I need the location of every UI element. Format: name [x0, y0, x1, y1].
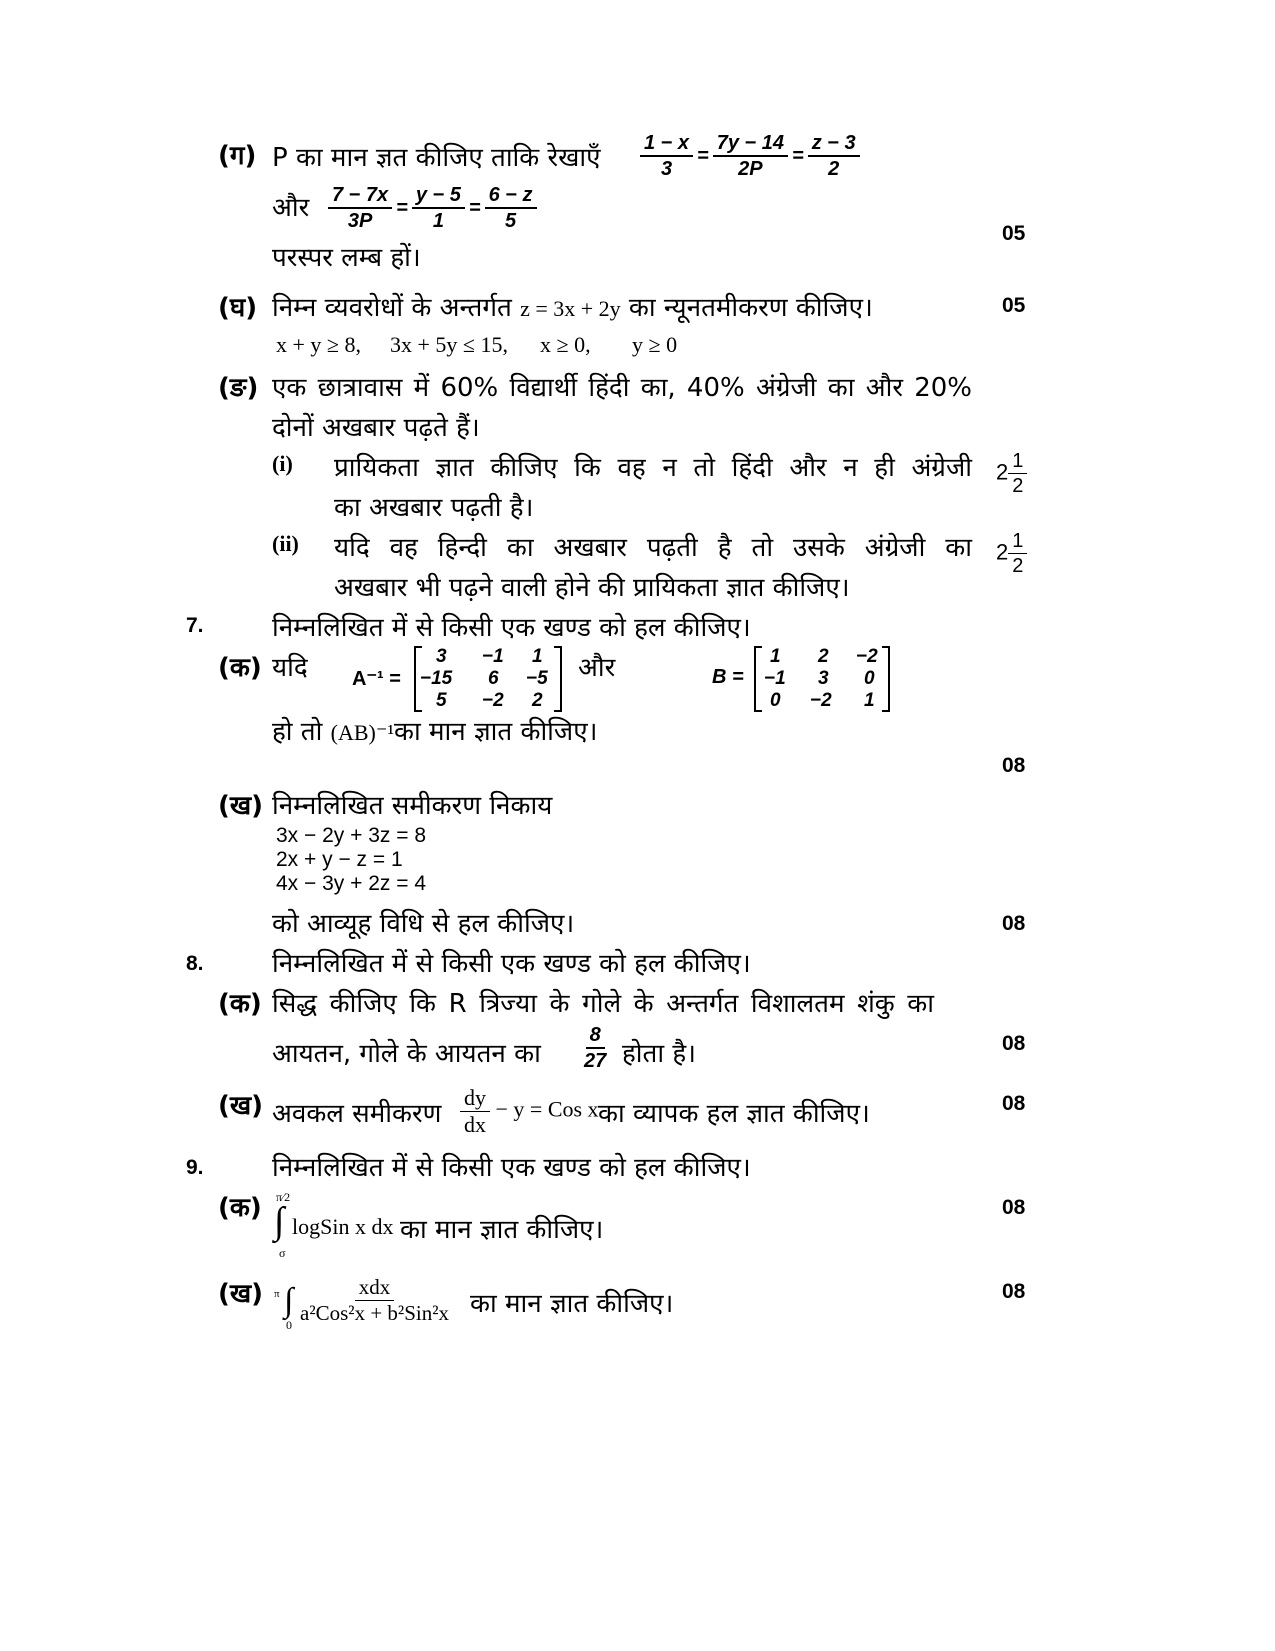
- part-label-kha: (ख): [218, 791, 264, 821]
- matrix-cell: 3: [436, 646, 447, 667]
- matrix-cell: −1: [764, 668, 786, 689]
- question-text: परस्पर लम्ब हों।: [272, 243, 421, 273]
- integral-lower-limit: 0: [286, 1318, 292, 1332]
- matrix-b: [754, 646, 890, 712]
- question-text: प्रायिकता ज्ञात कीजिए कि वह न तो हिंदी और न ही अंग्रेजी: [334, 453, 972, 483]
- question-text: हो तो (AB)⁻¹का मान ज्ञात कीजिए।: [272, 717, 598, 747]
- matrix-b-label: B =: [712, 666, 744, 688]
- question-text: दोनों अखबार पढ़ते हैं।: [272, 413, 480, 443]
- question-text: निम्न व्यवरोधों के अन्तर्गत z = 3x + 2y का न्यूनतमीकरण कीजिए।: [272, 293, 873, 323]
- question-text: एक छात्रावास में 60% विद्यार्थी हिंदी का, 40% अंग्रेजी का और 20%: [272, 373, 972, 403]
- marks: 08: [1002, 1280, 1026, 1303]
- part-label-ga: (ग): [218, 141, 257, 171]
- integral-upper-limit: π⁄2: [276, 1190, 291, 1204]
- part-label-ka: (क): [218, 1193, 262, 1223]
- instruction: निम्नलिखित में से किसी एक खण्ड को हल कीजिए।: [272, 613, 751, 643]
- integrand: logSin x dx: [292, 1214, 394, 1239]
- question-text: P का मान ज्ञत कीजिए ताकि रेखाएँ: [272, 143, 601, 173]
- matrix-cell: 2: [818, 646, 829, 667]
- marks: 08: [1002, 754, 1026, 777]
- fraction-8-27: $\frac{8}{27}$: [584, 1024, 607, 1072]
- marks-mixed: 2 $\frac{1}{2}$: [996, 450, 1027, 497]
- equation: 3x − 2y + 3z = 8: [276, 824, 427, 847]
- equation: 2x + y − z = 1: [276, 848, 403, 871]
- question-text: अखबार भी पढ़ने वाली होने की प्रायिकता ज्ञात कीजिए।: [334, 573, 850, 603]
- marks: 08: [1002, 1196, 1026, 1219]
- question-number: 9.: [186, 1156, 204, 1179]
- question-text: का व्यापक हल ज्ञात कीजिए।: [598, 1099, 870, 1129]
- constraint: y ≥ 0: [632, 332, 678, 357]
- matrix-cell: −2: [810, 690, 832, 711]
- question-text: का मान ज्ञात कीजिए।: [400, 1215, 604, 1245]
- part-label-gha: (घ): [218, 293, 258, 323]
- matrix-cell: 0: [864, 668, 875, 689]
- question-text: निम्नलिखित समीकरण निकाय: [272, 791, 553, 821]
- question-number: 8.: [186, 952, 204, 975]
- question-text: का अखबार पढ़ती है।: [334, 493, 534, 523]
- integral-sign: ∫: [274, 1200, 285, 1242]
- matrix-cell: −2: [482, 690, 504, 711]
- marks: 05: [1002, 294, 1026, 317]
- question-number: 7.: [186, 614, 204, 637]
- matrix-cell: −2: [856, 646, 878, 667]
- question-text: को आव्यूह विधि से हल कीजिए।: [272, 909, 575, 939]
- question-text: सिद्ध कीजिए कि R त्रिज्या के गोले के अन्तर्गत विशालतम शंकु का: [272, 989, 934, 1019]
- integral-upper-limit: π: [274, 1288, 280, 1300]
- question-text: अवकल समीकरण: [272, 1099, 442, 1129]
- equation-system: [276, 824, 426, 896]
- marks: 08: [1002, 912, 1026, 935]
- instruction: निम्नलिखित में से किसी एक खण्ड को हल कीजिए।: [272, 949, 751, 979]
- question-text: यदि वह हिन्दी का अखबार पढ़ती है तो उसके अंग्रेजी का: [334, 533, 972, 563]
- instruction: निम्नलिखित में से किसी एक खण्ड को हल कीजिए।: [272, 1153, 751, 1183]
- matrix-a-inverse-label: A⁻¹ =: [352, 668, 401, 690]
- integral-lower-limit: σ: [279, 1246, 286, 1260]
- sub-label: (ii): [272, 531, 299, 556]
- integrand-fraction: $\frac{\text{xdx}}{\text{a²Cos²x + b²Sin²x}}$: [300, 1275, 450, 1326]
- objective-function: z = 3x + 2y: [520, 296, 621, 321]
- matrix-cell: 1: [864, 690, 875, 711]
- matrix-cell: −15: [420, 668, 453, 689]
- part-label-kha: (ख): [218, 1091, 264, 1121]
- and-text: और: [272, 193, 310, 223]
- matrix-cell: 6: [488, 668, 499, 689]
- part-label-ka: (क): [218, 653, 262, 683]
- equation: 4x − 3y + 2z = 4: [276, 872, 427, 895]
- matrix-cell: 1: [770, 646, 781, 667]
- matrix-cell: −1: [482, 646, 504, 667]
- if-text: यदि: [272, 653, 308, 683]
- marks: 08: [1002, 1092, 1026, 1115]
- differential-equation: $\frac{dy}{dx}$ − y = Cos x: [460, 1086, 599, 1137]
- part-label-ka: (क): [218, 989, 262, 1019]
- constraint: x + y ≥ 8,: [276, 332, 361, 357]
- marks: 08: [1002, 1032, 1026, 1055]
- matrix-cell: 1: [532, 646, 543, 667]
- question-text: होता है।: [622, 1039, 697, 1069]
- ab-inverse: (AB)⁻¹: [330, 720, 395, 745]
- question-text: का मान ज्ञात कीजिए।: [470, 1289, 674, 1319]
- constraint: 3x + 5y ≤ 15,: [390, 332, 508, 357]
- integral-sign: ∫: [284, 1282, 294, 1319]
- matrix-cell: 2: [532, 690, 543, 711]
- matrix-cell: 3: [818, 668, 829, 689]
- line-equation-1: $\frac{1 - x}{3}$ = $\frac{7y - 14}{2P}$ = $\frac{z - 3}{2}$: [640, 132, 860, 180]
- and-text: और: [578, 653, 616, 683]
- part-label-kha: (ख): [218, 1279, 264, 1309]
- matrix-cell: 5: [436, 690, 447, 711]
- marks-mixed: 2 $\frac{1}{2}$: [996, 530, 1027, 577]
- line-equation-2: $\frac{7 - 7x}{3P}$ = $\frac{y - 5}{1}$ = $\frac{6 - z}{5}$: [328, 184, 537, 232]
- matrix-cell: −5: [526, 668, 548, 689]
- question-text: आयतन, गोले के आयतन का: [272, 1039, 541, 1069]
- matrix-a-inverse: [414, 646, 562, 712]
- part-label-nga: (ङ): [218, 373, 259, 403]
- constraint: x ≥ 0,: [540, 332, 591, 357]
- marks: 05: [1002, 222, 1026, 245]
- sub-label: (i): [272, 451, 293, 476]
- matrix-cell: 0: [770, 690, 781, 711]
